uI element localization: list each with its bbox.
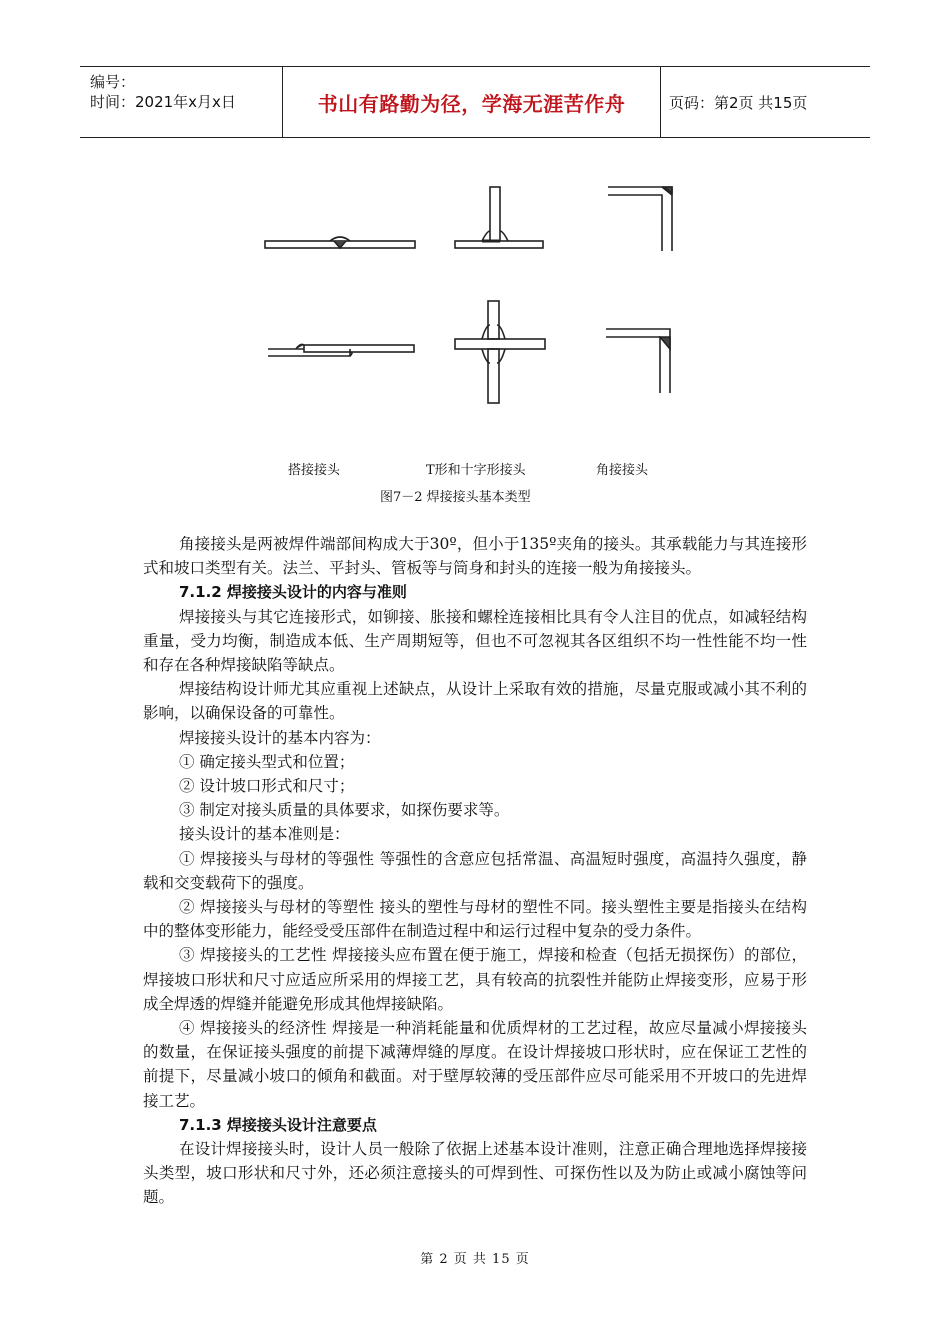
paragraph: 在设计焊接接头时，设计人员一般除了依据上述基本设计准则，注意正确合理地选择焊接接头类型，坡口形状和尺寸外，还必须注意接头的可焊到性、可探伤性以及为防止或减小腐蚀等问题。	[143, 1140, 807, 1207]
figure-label-lap: 搭接接头	[288, 463, 341, 478]
figure-label-t-cross: T形和十字形接头	[426, 463, 526, 478]
butt-joint-drawing	[265, 237, 415, 248]
figure-label-corner: 角接接头	[596, 463, 649, 478]
section-heading: 7.1.2 焊接接头设计的内容与准则	[179, 583, 407, 602]
page-header	[80, 66, 870, 138]
criterion-item: ④ 焊接接头的经济性 焊接是一种消耗能量和优质焊材的工艺过程，故应尽量减小焊接接头的数量，在保证接头强度的前提下减薄焊缝的厚度。在设计焊接坡口形状时，应在保证工艺性的前提下，尽量减小坡口的倾角和截面。对于壁厚较薄的受压部件应尽可能采用不开坡口的先进焊接工艺。	[143, 1019, 807, 1110]
weld-joint-diagram	[230, 175, 700, 465]
lap-joint-drawing	[268, 345, 414, 357]
paragraph: 角接接头是两被焊件端部间构成大于30º，但小于135º夹角的接头。其承载能力与其连接形式和坡口类型有关。法兰、平封头、管板等与筒身和封头的连接一般为角接接头。	[143, 535, 807, 578]
cross-joint-drawing	[455, 301, 545, 403]
document-date: 时间：2021年x月x日	[90, 93, 236, 111]
figure-caption: 图7－2 焊接接头基本类型	[380, 490, 531, 505]
criterion-item: ① 焊接接头与母材的等强性 等强性的含意应包括常温、高温短时强度，高温持久强度，静载和交变载荷下的强度。	[143, 849, 807, 892]
list-item: ③ 制定对接头质量的具体要求，如探伤要求等。	[179, 801, 510, 820]
document-number: 编号：	[90, 73, 136, 91]
corner-joint-drawing-2	[606, 329, 670, 393]
list-item: ② 设计坡口形式和尺寸；	[179, 777, 355, 796]
corner-joint-drawing-1	[608, 187, 672, 251]
header-meta	[80, 67, 283, 137]
criterion-item: ② 焊接接头与母材的等塑性 接头的塑性与母材的塑性不同。接头塑性主要是指接头在结构中的整体变形能力，能经受受压部件在制造过程中和运行过程中复杂的受力条件。	[143, 898, 807, 941]
paragraph: 焊接结构设计师尤其应重视上述缺点，从设计上采取有效的措施，尽量克服或减小其不利的影响，以确保设备的可靠性。	[143, 680, 807, 723]
paragraph: 接头设计的基本准则是：	[179, 825, 350, 844]
t-joint-drawing	[455, 187, 543, 248]
page-footer: 第 2 页 共 15 页	[420, 1252, 530, 1267]
paragraph: 焊接接头与其它连接形式，如铆接、胀接和螺栓连接相比具有令人注目的优点，如减轻结构重量，受力均衡，制造成本低、生产周期短等，但也不可忽视其各区组织不均一性性能不均一性和存在各种焊接缺陷等缺点。	[143, 607, 807, 675]
criterion-item: ③ 焊接接头的工艺性 焊接接头应布置在便于施工，焊接和检查（包括无损探伤）的部位，焊接坡口形状和尺寸应适应所采用的焊接工艺，具有较高的抗裂性并能防止焊接变形，应易于形成全焊透的焊缝并能避免形成其他焊接缺陷。	[143, 946, 807, 1013]
list-item: ① 确定接头型式和位置；	[179, 752, 355, 771]
paragraph: 焊接接头设计的基本内容为：	[179, 728, 381, 747]
weld-joint-figure	[230, 175, 700, 478]
header-motto: 书山有路勤为径，学海无涯苦作舟	[283, 67, 661, 137]
section-heading: 7.1.3 焊接接头设计注意要点	[179, 1115, 377, 1134]
header-page-info: 页码：第2页 共15页	[669, 93, 808, 112]
body-text	[143, 532, 807, 1210]
